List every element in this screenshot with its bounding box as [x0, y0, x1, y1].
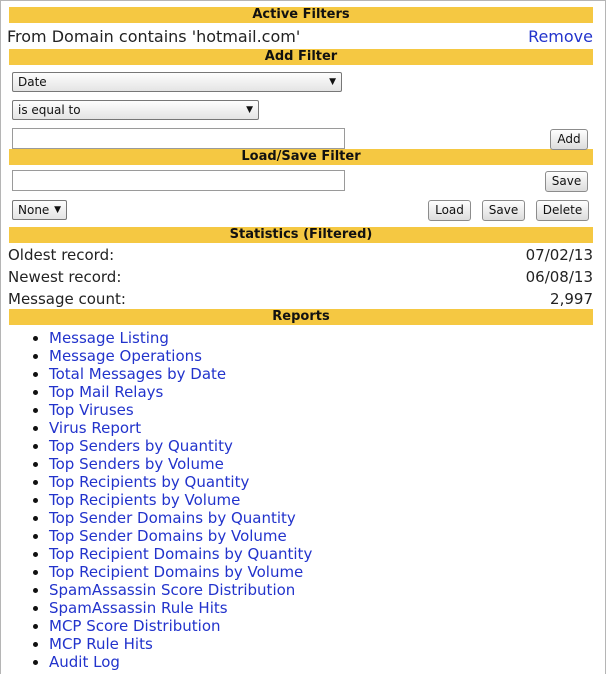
- save-saved-filter-button[interactable]: Save: [482, 200, 525, 221]
- stat-label: Newest record:: [8, 268, 122, 286]
- list-item: [49, 599, 593, 617]
- list-item: [49, 401, 593, 419]
- report-link[interactable]: Top Recipients by Quantity: [49, 473, 250, 491]
- report-link[interactable]: MCP Score Distribution: [49, 617, 221, 635]
- report-link[interactable]: Top Recipient Domains by Quantity: [49, 545, 313, 563]
- list-item: [49, 545, 593, 563]
- reports-header: Reports: [9, 309, 593, 325]
- stat-value: 06/08/13: [525, 268, 593, 286]
- save-filter-button[interactable]: Save: [545, 171, 588, 192]
- report-link[interactable]: Top Viruses: [49, 401, 134, 419]
- list-item: [49, 437, 593, 455]
- list-item: [49, 347, 593, 365]
- add-filter-section: [9, 65, 593, 149]
- report-link[interactable]: Top Mail Relays: [49, 383, 164, 401]
- stat-label: Oldest record:: [8, 246, 115, 264]
- report-link[interactable]: Top Senders by Volume: [49, 455, 224, 473]
- delete-filter-button[interactable]: Delete: [536, 200, 589, 221]
- load-save-header: Load/Save Filter: [9, 149, 593, 165]
- report-link[interactable]: Message Operations: [49, 347, 202, 365]
- list-item: [49, 617, 593, 635]
- chevron-down-icon: ▼: [54, 205, 61, 215]
- load-filter-button[interactable]: Load: [428, 200, 471, 221]
- list-item: [49, 563, 593, 581]
- report-link[interactable]: Message Listing: [49, 329, 169, 347]
- report-link[interactable]: Top Recipient Domains by Volume: [49, 563, 304, 581]
- active-filter-text: From Domain contains 'hotmail.com': [7, 27, 301, 46]
- statistics-header: Statistics (Filtered): [9, 227, 593, 243]
- filter-value-input[interactable]: [12, 128, 345, 149]
- report-link[interactable]: SpamAssassin Rule Hits: [49, 599, 228, 617]
- report-link[interactable]: Top Senders by Quantity: [49, 437, 233, 455]
- active-filters-header: Active Filters: [9, 7, 593, 23]
- active-filter-row: [9, 23, 593, 49]
- list-item: [49, 473, 593, 491]
- filter-panel: [9, 7, 593, 671]
- filter-field-select[interactable]: [12, 72, 342, 92]
- reports-list: [9, 329, 593, 671]
- list-item: [49, 455, 593, 473]
- report-link[interactable]: Top Sender Domains by Quantity: [49, 509, 296, 527]
- filter-operator-select[interactable]: [12, 100, 259, 120]
- list-item: [49, 419, 593, 437]
- list-item: [49, 635, 593, 653]
- stat-value: 07/02/13: [525, 246, 593, 264]
- saved-filter-select[interactable]: [12, 200, 67, 220]
- list-item: [49, 581, 593, 599]
- saved-filter-value: None: [18, 203, 50, 217]
- list-item: [49, 653, 593, 671]
- remove-filter-link[interactable]: Remove: [528, 27, 593, 46]
- filter-operator-value: is equal to: [18, 103, 81, 117]
- report-link[interactable]: Total Messages by Date: [49, 365, 227, 383]
- report-link[interactable]: Virus Report: [49, 419, 142, 437]
- filter-name-input[interactable]: [12, 170, 345, 191]
- list-item: [49, 329, 593, 347]
- stat-label: Message count:: [8, 290, 126, 308]
- list-item: [49, 527, 593, 545]
- list-item: [49, 383, 593, 401]
- report-link[interactable]: MCP Rule Hits: [49, 635, 153, 653]
- stat-oldest-record: [9, 243, 593, 265]
- stat-value: 2,997: [550, 290, 593, 308]
- load-save-section: [9, 165, 593, 227]
- report-link[interactable]: Top Sender Domains by Volume: [49, 527, 287, 545]
- list-item: [49, 509, 593, 527]
- list-item: [49, 491, 593, 509]
- stat-newest-record: [9, 265, 593, 287]
- stat-message-count: [9, 287, 593, 309]
- add-filter-header: Add Filter: [9, 49, 593, 65]
- filter-field-value: Date: [18, 75, 47, 89]
- list-item: [49, 365, 593, 383]
- add-filter-button[interactable]: Add: [550, 129, 588, 150]
- chevron-down-icon: ▼: [246, 105, 253, 115]
- report-link[interactable]: Audit Log: [49, 653, 120, 671]
- report-link[interactable]: Top Recipients by Volume: [49, 491, 241, 509]
- report-link[interactable]: SpamAssassin Score Distribution: [49, 581, 296, 599]
- chevron-down-icon: ▼: [329, 77, 336, 87]
